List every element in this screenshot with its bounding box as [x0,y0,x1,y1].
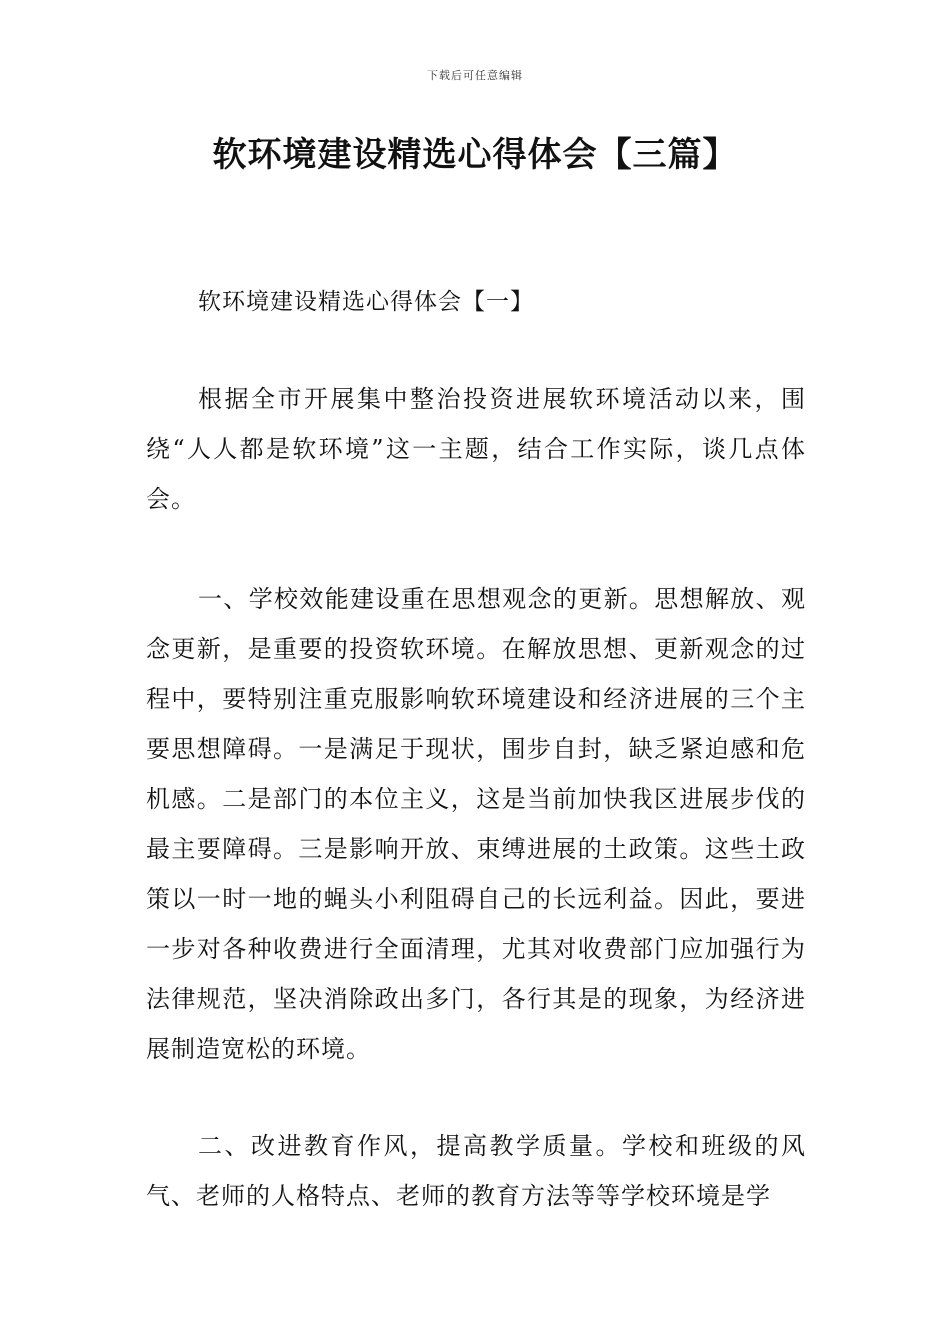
paragraph-point-one: 一、学校效能建设重在思想观念的更新。思想解放、观念更新，是重要的投资软环境。在解放思想、更新观念的过程中，要特别注重克服影响软环境建设和经济进展的三个主要思想障碍。一是满足于现状，围步自封，缺乏紧迫感和危机感。二是部门的本位主义，这是当前加快我区进展步伐的最主要障碍。三是影响开放、束缚进展的土政策。这些土政策以一时一地的蝇头小利阻碍自己的长远利益。因此，要进一步对各种收费进行全面清理，尤其对收费部门应加强行为法律规范，坚决消除政出多门，各行其是的现象，为经济进展制造宽松的环境。 [146,585,806,1063]
header-note: 下载后可任意编辑 [427,69,523,82]
paragraph-intro: 根据全市开展集中整治投资进展软环境活动以来，围绕“人人都是软环境”这一主题，结合工作实际，谈几点体会。 [146,385,806,513]
document-title: 软环境建设精选心得体会【三篇】 [212,135,738,175]
section-title: 软环境建设精选心得体会【一】 [198,289,534,315]
paragraph-point-two: 二、改进教育作风，提高教学质量。学校和班级的风气、老师的人格特点、老师的教育方法等等学校环境是学 [146,1132,806,1210]
